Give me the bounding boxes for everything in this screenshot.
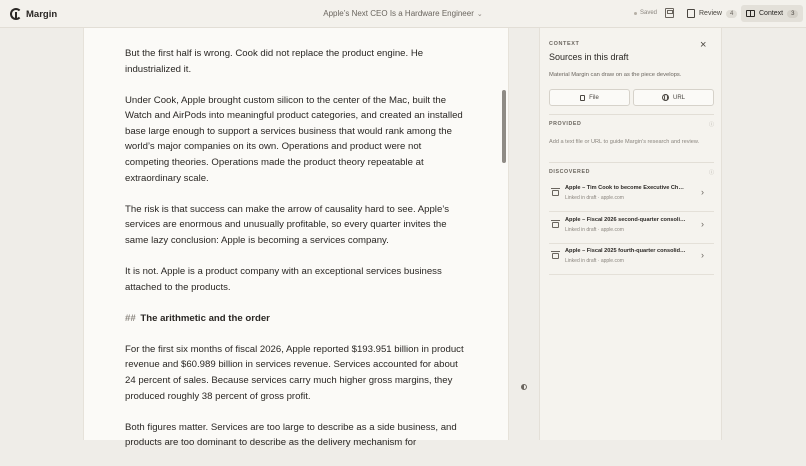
source-title: Apple – Fiscal 2025 fourth-quarter consolid… [565,248,686,254]
review-button[interactable] [687,6,737,21]
add-file-button[interactable] [549,89,630,106]
file-icon [580,95,585,101]
source-subtitle: Linked in draft · apple.com [565,258,624,264]
divider [549,162,714,163]
add-url-button[interactable] [633,89,714,106]
chevron-right-icon: › [701,250,704,260]
context-count-badge: 3 [787,10,798,18]
theme-toggle-icon[interactable] [521,384,527,390]
archive-icon [552,190,559,196]
review-label: Review [699,10,722,17]
source-title: Apple – Tim Cook to become Executive Ch… [565,185,684,191]
status-dot-icon [634,12,637,15]
chevron-right-icon: › [701,187,704,197]
paragraph[interactable]: The risk is that success can make the arrow of causality hard to see. Apple’s services are enormous and unusually profitable, so every quarter invites the same lazy conclusion: Apple is becoming a services company. [125,203,450,246]
context-label: Context [759,10,784,17]
editor-page[interactable] [83,28,509,449]
source-subtitle: Linked in draft · apple.com [565,195,624,201]
archive-icon [552,222,559,228]
paragraph[interactable]: For the first six months of fiscal 2026, Apple reported $193.951 billion in product revenue and $60.989 billion in services revenue. Services accounted for about 24 percent of sales. Because services carry much higher gross margins, they produced roughly 38 percent of gross profit. [125,343,464,402]
paragraph[interactable]: Under Cook, Apple brought custom silicon to the center of the Mac, built the Watch and AirPods into meaningful product categories, and created an installed base large enough to support a services business that would rank among the world’s major companies on its own. Operations and product were not competing theories. Operations made the product theory repeatable at extraordinary scale. [125,94,463,184]
source-subtitle: Linked in draft · apple.com [565,227,624,233]
archive-icon [552,253,559,259]
panel-description: Material Margin can draw on as the piece develops. [549,72,682,78]
review-document-icon [687,9,695,18]
app-name: Margin [26,8,58,20]
top-bar [0,0,806,28]
chevron-down-icon: ⌄ [476,11,483,18]
review-count-badge: 4 [726,10,737,18]
save-status-label: Saved [640,10,658,16]
editor-scrollbar[interactable] [502,90,506,163]
heading-text: The arithmetic and the order [140,312,270,324]
source-item[interactable] [549,243,714,275]
info-icon[interactable]: ⓘ [709,122,715,128]
close-icon[interactable]: × [700,39,707,51]
context-panel [539,28,722,440]
document-title: Apple’s Next CEO Is a Hardware Engineer [323,9,474,18]
save-icon[interactable] [665,8,674,18]
paragraph[interactable]: Both figures matter. Services are too large to describe as a side business, and products are too dominant to describe as the delivery mechanism for [125,421,457,449]
discovered-section-label: DISCOVERED [549,169,591,175]
paragraph[interactable]: But the first half is wrong. Cook did not replace the product engine. He industrialized it. [125,48,424,75]
editor-content[interactable] [125,46,465,466]
provided-section-label: PROVIDED [549,121,582,127]
source-item[interactable] [549,180,714,212]
source-title: Apple – Fiscal 2026 second-quarter consoli… [565,217,686,223]
heading-marker: ## [125,312,136,324]
document-title-switcher[interactable] [0,9,806,18]
divider [549,114,714,115]
provided-hint: Add a text file or URL to guide Margin’s research and review. [549,139,700,145]
context-button[interactable] [741,5,803,22]
add-file-label: File [589,94,599,101]
panel-kicker: CONTEXT [549,41,580,47]
add-url-label: URL [672,94,685,101]
globe-icon [662,94,669,101]
save-status [634,10,657,16]
paragraph[interactable]: It is not. Apple is a product company with an exceptional services business attached to the products. [125,266,442,293]
section-heading[interactable] [125,311,465,327]
info-icon[interactable]: ⓘ [709,170,715,176]
book-icon [746,10,755,17]
panel-title: Sources in this draft [549,52,629,62]
source-item[interactable] [549,212,714,244]
chevron-right-icon: › [701,219,704,229]
